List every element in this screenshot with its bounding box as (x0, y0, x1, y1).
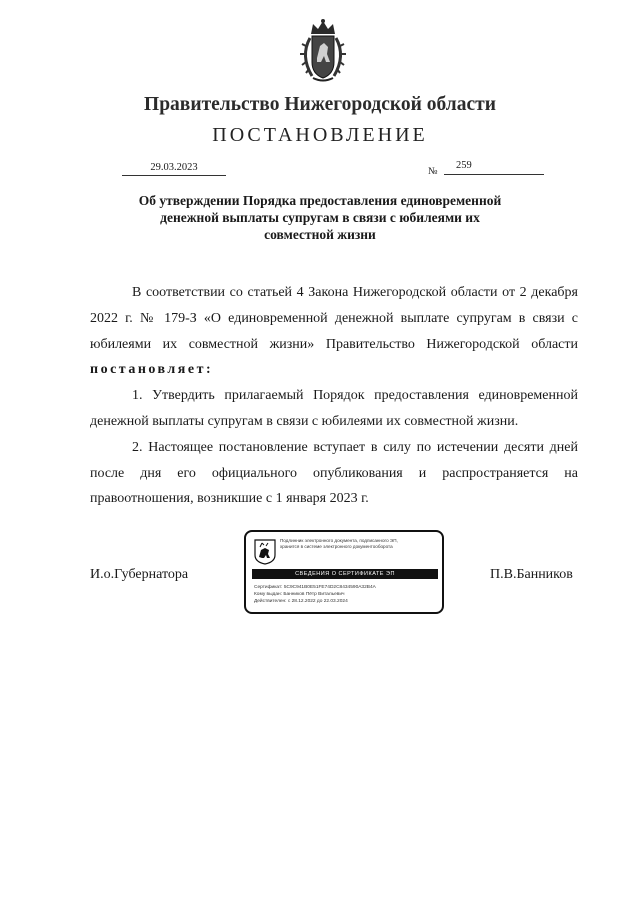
stamp-info (280, 538, 440, 550)
preamble-paragraph (90, 280, 578, 383)
item-2-paragraph: 2. Настоящее постановление вступает в силу по истечении десяти дней после дня его официального опубликования и распространяется на правоотношения, возникшие с 1 января 2023 г. (90, 439, 578, 507)
preamble-text: В соответствии со статьей 4 Закона Нижегородской области от 2 декабря 2022 г. № 179-З «О единовременной денежной выплате супругам в связи с юбилеями их совместной жизни» Правительство Нижегородской области (90, 285, 578, 352)
certificate-band-title: СВЕДЕНИЯ О СЕРТИФИКАТЕ ЭП (252, 569, 438, 579)
stamp-info-line: Подлинник электронного документа, подписанного ЭП, (280, 538, 398, 543)
coat-of-arms-icon (298, 18, 348, 84)
stamp-info-line: хранится в системе электронного документооборота (280, 544, 393, 549)
certificate-serial: Сертификат: 5C9C941B0E51FE74D2C8434590A32B4A (254, 585, 376, 590)
decree-word: постановляет: (90, 362, 214, 378)
heading-line: денежной выплаты супругам в связи с юбилеями их (160, 210, 480, 225)
signatory-role: И.о.Губернатора (90, 567, 189, 582)
document-date: 29.03.2023 (122, 162, 226, 176)
heading-line: Об утверждении Порядка предоставления единовременной (138, 193, 502, 208)
document-number: 259 (456, 160, 472, 171)
government-title: Правительство Нижегородской области (144, 94, 496, 115)
document-type: ПОСТАНОВЛЕНИЕ (212, 124, 428, 146)
certificate-validity: Действителен: с 28.12.2022 до 22.03.2024 (254, 599, 348, 604)
document-body (90, 280, 578, 512)
deer-emblem-icon (254, 539, 276, 565)
document-number-field (444, 160, 544, 175)
electronic-signature-stamp (244, 530, 444, 614)
number-sign: № (428, 166, 438, 177)
signatory-name: П.В.Банников (490, 567, 573, 582)
document-heading (120, 192, 520, 243)
certificate-owner: Кому выдан: Банников Пётр Витальевич (254, 592, 345, 597)
item-1-paragraph: 1. Утвердить прилагаемый Порядок предоставления единовременной денежной выплаты супругам в связи с юбилеями их совместной жизни. (90, 388, 578, 429)
heading-line: совместной жизни (264, 227, 376, 242)
